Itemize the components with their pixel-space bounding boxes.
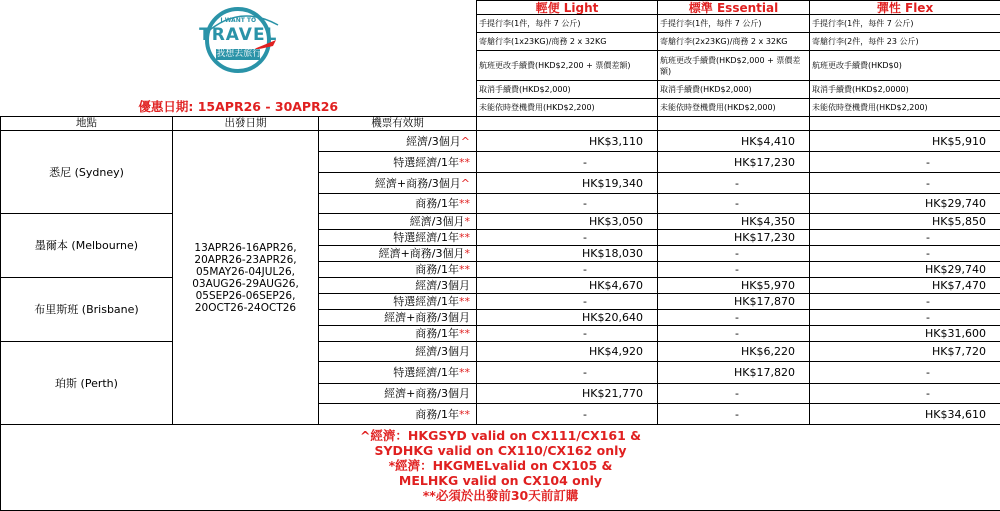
blank-header-1: [477, 117, 658, 131]
flex-change-fee: 航班更改手續費(HKD$0): [810, 51, 1000, 81]
footnote-mark: **: [459, 263, 470, 276]
ticket-type-label: 經濟+商務/3個月: [379, 247, 465, 260]
ticket-validity: [319, 362, 477, 384]
ticket-type-label: 特選經濟/1年: [393, 295, 459, 308]
price-light: -: [477, 262, 658, 278]
price-flex: -: [810, 294, 1000, 310]
flex-checked-bag: 寄艙行李(2件，每件 23 公斤): [810, 33, 1000, 51]
ticket-type-label: 經濟+商務/3個月: [384, 311, 470, 324]
footnotes: [1, 425, 1000, 511]
destination-name: 墨爾本 (Melbourne): [1, 214, 173, 278]
footnote-mark: **: [459, 366, 470, 379]
ticket-validity: [319, 342, 477, 362]
ticket-type-label: 經濟/3個月: [415, 279, 470, 292]
price-essential: HK$17,870: [658, 294, 810, 310]
ticket-validity: [319, 384, 477, 404]
price-essential: HK$4,410: [658, 131, 810, 152]
price-light: -: [477, 362, 658, 384]
price-light: HK$18,030: [477, 246, 658, 262]
logo-text-small: I WANT TO: [188, 18, 288, 24]
footnote-mark: ^: [461, 177, 470, 190]
price-flex: -: [810, 362, 1000, 384]
departure-column-header: 出發日期: [173, 117, 319, 131]
price-light: -: [477, 230, 658, 246]
fare-row: [1, 342, 1000, 362]
tier-essential-header: 標準 Essential: [658, 1, 810, 15]
footnote-mark: **: [459, 327, 470, 340]
light-no-show-fee: 未能依時登機費用(HKD$2,200): [477, 99, 658, 117]
ticket-validity: [319, 278, 477, 294]
footnote-mark: *: [465, 215, 471, 228]
price-flex: -: [810, 152, 1000, 173]
footnote-mark: **: [459, 156, 470, 169]
price-flex: -: [810, 173, 1000, 194]
price-flex: -: [810, 310, 1000, 326]
price-flex: -: [810, 246, 1000, 262]
validity-column-header: 機票有效期: [319, 117, 477, 131]
ticket-validity: [319, 310, 477, 326]
departure-dates: 13APR26-16APR26, 20APR26-23APR26, 05MAY26-04JUL26, 03AUG26-29AUG26, 05SEP26-06SEP26, 20OCT26-24OCT26: [173, 131, 319, 425]
footnote-5: **必須於出發前30天前訂購: [1, 488, 1000, 503]
footnote-4: MELHKG valid on CX104 only: [1, 473, 1000, 488]
ticket-type-label: 經濟/3個月: [406, 135, 461, 148]
price-essential: -: [658, 384, 810, 404]
price-essential: -: [658, 173, 810, 194]
ticket-validity: [319, 262, 477, 278]
price-essential: -: [658, 404, 810, 425]
price-essential: -: [658, 246, 810, 262]
fare-row: [1, 214, 1000, 230]
fare-body: [1, 131, 1000, 425]
flex-carry-on: 手提行李(1件，每件 7 公斤): [810, 15, 1000, 33]
price-light: HK$3,110: [477, 131, 658, 152]
essential-change-fee: 航班更改手續費(HKD$2,000 + 票價差額): [660, 55, 809, 77]
price-light: HK$20,640: [477, 310, 658, 326]
fare-row: [1, 278, 1000, 294]
essential-no-show-fee: 未能依時登機費用(HKD$2,000): [658, 99, 810, 117]
footnote-mark: ^: [461, 135, 470, 148]
price-essential: -: [658, 326, 810, 342]
ticket-type-label: 特選經濟/1年: [393, 231, 459, 244]
destination-name: 悉尼 (Sydney): [1, 131, 173, 214]
ticket-validity: [319, 152, 477, 173]
price-essential: HK$4,350: [658, 214, 810, 230]
ticket-type-label: 經濟/3個月: [415, 345, 470, 358]
ticket-validity: [319, 294, 477, 310]
price-light: -: [477, 194, 658, 214]
ticket-validity: [319, 246, 477, 262]
ticket-validity: [319, 173, 477, 194]
essential-change-fee-cell: [658, 51, 810, 81]
ticket-type-label: 商務/1年: [415, 197, 459, 210]
destination-name: 珀斯 (Perth): [1, 342, 173, 425]
ticket-type-label: 經濟/3個月: [410, 215, 465, 228]
light-cancel-fee: 取消手續費(HKD$2,000): [477, 81, 658, 99]
price-flex: HK$7,720: [810, 342, 1000, 362]
ticket-type-label: 特選經濟/1年: [393, 156, 459, 169]
tier-light-header: 輕便 Light: [477, 1, 658, 15]
price-essential: -: [658, 194, 810, 214]
light-change-fee: 航班更改手續費(HKD$2,200 + 票價差額): [477, 51, 658, 81]
essential-checked-bag: 寄艙行李(2x23KG)/商務 2 x 32KG: [658, 33, 810, 51]
promo-period: 優惠日期: 15APR26 - 30APR26: [138, 99, 338, 114]
price-flex: -: [810, 384, 1000, 404]
price-light: HK$19,340: [477, 173, 658, 194]
price-light: HK$21,770: [477, 384, 658, 404]
logo-text-chinese: 我想去旅行: [216, 49, 260, 60]
ticket-type-label: 商務/1年: [415, 327, 459, 340]
price-essential: HK$5,970: [658, 278, 810, 294]
location-column-header: 地點: [1, 117, 173, 131]
price-flex: HK$7,470: [810, 278, 1000, 294]
fare-row: [1, 131, 1000, 152]
ticket-type-label: 經濟+商務/3個月: [375, 177, 461, 190]
ticket-type-label: 商務/1年: [415, 263, 459, 276]
ticket-validity: [319, 326, 477, 342]
ticket-validity: [319, 214, 477, 230]
flex-no-show-fee: 未能依時登機費用(HKD$2,200): [810, 99, 1000, 117]
price-light: -: [477, 294, 658, 310]
flex-cancel-fee: 取消手續費(HKD$2,0000): [810, 81, 1000, 99]
price-essential: -: [658, 262, 810, 278]
price-flex: -: [810, 230, 1000, 246]
ticket-type-label: 商務/1年: [415, 408, 459, 421]
light-carry-on: 手提行李(1件，每件 7 公斤): [477, 15, 658, 33]
footnote-3: *經濟：HKGMELvalid on CX105 &: [1, 458, 1000, 473]
light-checked-bag: 寄艙行李(1x23KG)/商務 2 x 32KG: [477, 33, 658, 51]
ticket-validity: [319, 131, 477, 152]
price-flex: HK$5,910: [810, 131, 1000, 152]
price-light: HK$4,670: [477, 278, 658, 294]
price-light: -: [477, 404, 658, 425]
essential-carry-on: 手提行李(1件，每件 7 公斤): [658, 15, 810, 33]
price-light: HK$3,050: [477, 214, 658, 230]
ticket-validity: [319, 404, 477, 425]
footnote-1: ^經濟：HKGSYD valid on CX111/CX161 &: [1, 428, 1000, 443]
price-essential: HK$17,230: [658, 152, 810, 173]
footnote-mark: **: [459, 295, 470, 308]
ticket-type-label: 經濟+商務/3個月: [384, 387, 470, 400]
price-light: -: [477, 326, 658, 342]
price-flex: HK$29,740: [810, 262, 1000, 278]
ticket-validity: [319, 194, 477, 214]
travel-logo: [188, 5, 288, 75]
blank-header-3: [810, 117, 1000, 131]
price-flex: HK$29,740: [810, 194, 1000, 214]
price-flex: HK$34,610: [810, 404, 1000, 425]
destination-name: 布里斯班 (Brisbane): [1, 278, 173, 342]
footnote-mark: *: [465, 247, 471, 260]
price-essential: HK$17,230: [658, 230, 810, 246]
price-light: -: [477, 152, 658, 173]
ticket-validity: [319, 230, 477, 246]
price-flex: HK$31,600: [810, 326, 1000, 342]
price-light: HK$4,920: [477, 342, 658, 362]
footnote-mark: **: [459, 408, 470, 421]
ticket-type-label: 特選經濟/1年: [393, 366, 459, 379]
logo-area: [1, 1, 477, 99]
price-flex: HK$5,850: [810, 214, 1000, 230]
essential-cancel-fee: 取消手續費(HKD$2,000): [658, 81, 810, 99]
price-essential: HK$6,220: [658, 342, 810, 362]
tier-flex-header: 彈性 Flex: [810, 1, 1000, 15]
footnote-2: SYDHKG valid on CX110/CX162 only: [1, 443, 1000, 458]
footnote-mark: **: [459, 197, 470, 210]
footnote-mark: **: [459, 231, 470, 244]
promo-cell: [1, 99, 477, 117]
logo-text-large: TRAVEL: [188, 27, 288, 44]
price-essential: HK$17,820: [658, 362, 810, 384]
price-essential: -: [658, 310, 810, 326]
blank-header-2: [658, 117, 810, 131]
